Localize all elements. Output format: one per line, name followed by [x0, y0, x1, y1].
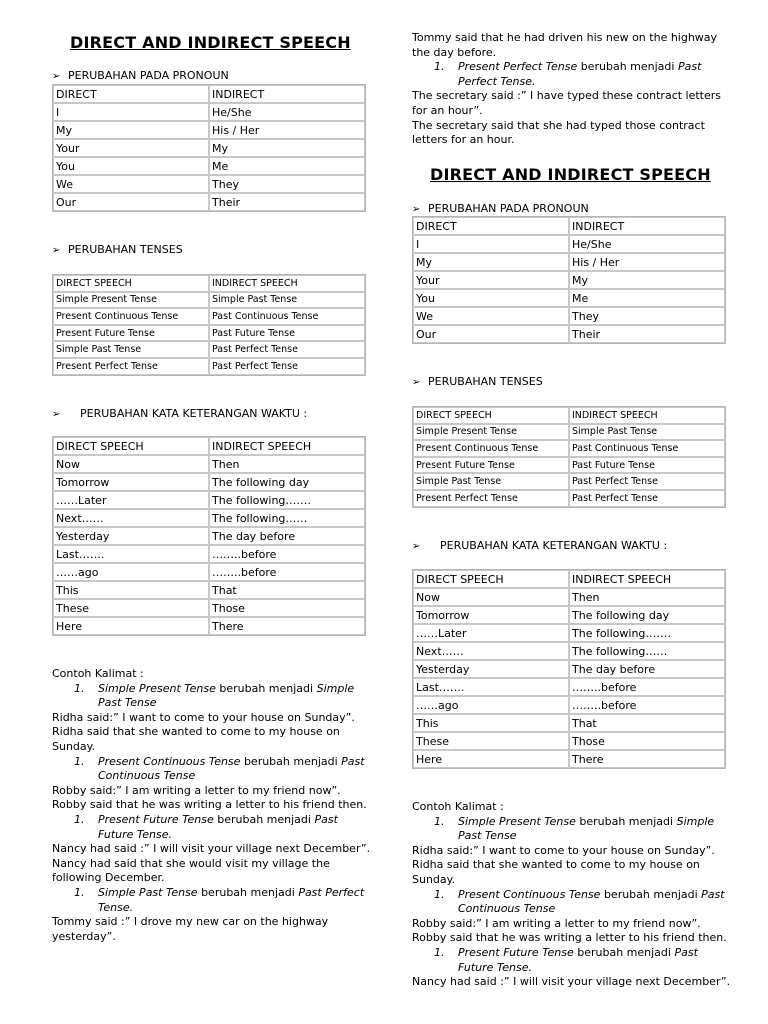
table-cell: My — [53, 121, 209, 139]
table-cell: The day before — [209, 527, 365, 545]
tense-to: Simple Past Tense — [98, 681, 355, 710]
page-title: DIRECT AND INDIRECT SPEECH — [70, 33, 351, 52]
table-cell: Past Continuous Tense — [569, 440, 725, 457]
arrow-bullet-icon: ➢ — [412, 204, 421, 215]
pronoun-heading-text: PERUBAHAN PADA PRONOUN — [68, 69, 229, 82]
time-table — [52, 436, 366, 636]
table-row — [413, 750, 725, 768]
table-row — [413, 588, 725, 606]
table-cell: Next…… — [53, 509, 209, 527]
table-cell: Simple Past Tense — [413, 473, 569, 490]
table-row — [53, 103, 365, 121]
table-row — [413, 660, 725, 678]
arrow-bullet-icon: ➢ — [412, 541, 421, 552]
table-cell: Then — [569, 588, 725, 606]
example-rule — [52, 755, 372, 784]
table-cell: Our — [413, 325, 569, 343]
table-header-row — [53, 275, 365, 292]
indirect-sentence: Nancy had said that she would visit my village the following December. — [52, 856, 330, 885]
time-heading — [52, 407, 307, 420]
table-row — [53, 545, 365, 563]
list-number: 1. — [434, 887, 445, 901]
direct-sentence: Ridha said:” I want to come to your house on Sunday”. — [52, 710, 355, 724]
table-row — [53, 121, 365, 139]
tense-to: Simple Past Tense — [458, 814, 715, 843]
table-row — [413, 307, 725, 325]
connector: berubah menjadi — [243, 754, 338, 768]
pronoun-heading — [52, 69, 229, 82]
table-cell: I — [413, 235, 569, 253]
table-cell: Present Future Tense — [53, 325, 209, 342]
table-cell: The following……. — [209, 491, 365, 509]
arrow-bullet-icon: ➢ — [52, 409, 61, 420]
table-cell: Those — [569, 732, 725, 750]
page-title-repeat: DIRECT AND INDIRECT SPEECH — [430, 165, 711, 184]
list-number: 1. — [434, 60, 445, 74]
tense-from: Present Perfect Tense — [458, 60, 578, 74]
example-rule — [412, 946, 732, 975]
example-rule-text — [458, 60, 732, 89]
header-cell: DIRECT — [53, 85, 209, 103]
tense-from: Simple Present Tense — [458, 814, 576, 828]
list-number: 1. — [74, 812, 85, 826]
list-number: 1. — [434, 945, 445, 959]
direct-sentence: Tommy said :” I drove my new car on the highway yesterday”. — [52, 915, 329, 943]
tenses-heading — [52, 243, 183, 256]
table-cell: Yesterday — [53, 527, 209, 545]
table-row — [413, 457, 725, 474]
example-rule — [52, 886, 372, 915]
table-cell: I — [53, 103, 209, 121]
table-header-row — [413, 570, 725, 588]
table-cell: The following…… — [209, 509, 365, 527]
indirect-sentence: Robby said that he was writing a letter to his friend then. — [412, 931, 727, 945]
direct-sentence: The secretary said :” I have typed these contract letters for an hour”. — [412, 89, 722, 117]
table-header-row — [53, 437, 365, 455]
indirect-sentence: Ridha said that she wanted to come to my house on Sunday. — [412, 858, 700, 886]
tense-from: Present Continuous Tense — [458, 887, 601, 901]
connector: berubah menjadi — [579, 814, 674, 828]
list-number: 1. — [74, 885, 85, 899]
table-cell: Those — [209, 599, 365, 617]
table-row — [413, 490, 725, 507]
pronoun-table — [412, 216, 726, 344]
table-cell: There — [569, 750, 725, 768]
table-cell: Their — [209, 193, 365, 211]
tense-from: Present Continuous Tense — [98, 754, 241, 768]
table-cell: Past Perfect Tense — [209, 358, 365, 375]
header-cell: INDIRECT SPEECH — [569, 570, 725, 588]
table-cell: Last……. — [413, 678, 569, 696]
table-cell: ……..before — [569, 678, 725, 696]
table-cell: Present Perfect Tense — [53, 358, 209, 375]
table-cell: Our — [53, 193, 209, 211]
examples-left — [52, 667, 372, 944]
examples-label: Contoh Kalimat : — [52, 667, 144, 680]
tense-to: Past Future Tense. — [458, 945, 698, 974]
table-row — [53, 581, 365, 599]
table-cell: The following…… — [569, 642, 725, 660]
table-row — [53, 193, 365, 211]
tenses-heading-repeat — [412, 375, 543, 388]
connector: berubah menjadi — [201, 885, 295, 899]
time-heading-repeat — [412, 539, 667, 552]
example-rule-text — [458, 888, 732, 917]
table-cell: Present Perfect Tense — [413, 490, 569, 507]
table-cell: The following……. — [569, 624, 725, 642]
table-cell: ……Later — [413, 624, 569, 642]
header-cell: DIRECT SPEECH — [53, 275, 209, 292]
table-row — [53, 491, 365, 509]
connector: berubah menjadi — [219, 681, 314, 695]
table-row — [413, 289, 725, 307]
table-row — [53, 527, 365, 545]
header-cell: INDIRECT SPEECH — [569, 407, 725, 424]
direct-sentence: Nancy had said :” I will visit your village next December”. — [412, 975, 731, 989]
header-cell: INDIRECT SPEECH — [209, 275, 365, 292]
table-cell: Your — [413, 271, 569, 289]
table-row — [53, 292, 365, 309]
table-row — [413, 325, 725, 343]
table-row — [53, 509, 365, 527]
example-rule-text — [458, 815, 732, 844]
time-heading-text: PERUBAHAN KATA KETERANGAN WAKTU : — [440, 539, 668, 552]
connector: berubah menjadi — [580, 60, 675, 74]
header-cell: INDIRECT SPEECH — [209, 437, 365, 455]
table-cell: These — [53, 599, 209, 617]
examples-continued — [412, 31, 732, 148]
arrow-bullet-icon: ➢ — [52, 71, 61, 82]
table-row — [53, 325, 365, 342]
table-header-row — [413, 407, 725, 424]
table-cell: Present Continuous Tense — [53, 308, 209, 325]
table-cell: Now — [413, 588, 569, 606]
table-cell: You — [53, 157, 209, 175]
header-cell: INDIRECT — [569, 217, 725, 235]
list-number: 1. — [434, 814, 445, 828]
tense-from: Simple Past Tense — [98, 885, 198, 899]
table-cell: Here — [53, 617, 209, 635]
table-row — [413, 271, 725, 289]
tense-from: Present Future Tense — [98, 812, 214, 826]
table-row — [53, 563, 365, 581]
connector: berubah menjadi — [603, 887, 698, 901]
tenses-table-repeat-wrap — [412, 406, 726, 508]
tenses-heading-text: PERUBAHAN TENSES — [428, 375, 543, 388]
table-row — [53, 157, 365, 175]
tenses-table-wrap — [52, 274, 366, 376]
examples-right — [412, 800, 732, 990]
pronoun-table — [52, 84, 366, 212]
table-row — [53, 455, 365, 473]
pronoun-table-wrap — [52, 84, 366, 212]
table-cell: ……ago — [413, 696, 569, 714]
example-rule-text — [458, 946, 732, 975]
table-cell: Next…… — [413, 642, 569, 660]
tense-to: Past Perfect Tense. — [458, 60, 702, 88]
indirect-sentence: The secretary said that she had typed those contract letters for an hour. — [412, 118, 705, 147]
tense-from: Present Future Tense — [458, 945, 574, 959]
table-cell: His / Her — [209, 121, 365, 139]
table-row — [413, 440, 725, 457]
example-rule — [52, 682, 372, 711]
table-cell: We — [53, 175, 209, 193]
tense-from: Simple Present Tense — [98, 681, 216, 695]
table-cell: They — [569, 307, 725, 325]
header-cell: DIRECT SPEECH — [53, 437, 209, 455]
table-cell: Tomorrow — [53, 473, 209, 491]
table-cell: Present Continuous Tense — [413, 440, 569, 457]
table-cell: That — [569, 714, 725, 732]
time-table — [412, 569, 726, 769]
table-cell: Simple Present Tense — [53, 292, 209, 309]
table-cell: Past Continuous Tense — [209, 308, 365, 325]
table-cell: ……ago — [53, 563, 209, 581]
table-cell: You — [413, 289, 569, 307]
table-row — [53, 308, 365, 325]
table-cell: His / Her — [569, 253, 725, 271]
connector: berubah menjadi — [577, 945, 671, 959]
indirect-sentence: Ridha said that she wanted to come to my house on Sunday. — [52, 725, 340, 753]
table-row — [53, 358, 365, 375]
table-cell: Your — [53, 139, 209, 157]
direct-sentence: Nancy had said :” I will visit your village next December”. — [52, 842, 371, 856]
table-header-row — [413, 217, 725, 235]
table-cell: ……..before — [209, 563, 365, 581]
table-row — [53, 175, 365, 193]
table-cell: He/She — [209, 103, 365, 121]
tenses-table — [52, 274, 366, 376]
table-cell: Simple Present Tense — [413, 424, 569, 441]
time-table-repeat-wrap — [412, 569, 726, 769]
table-cell: ……..before — [209, 545, 365, 563]
pronoun-heading-repeat — [412, 202, 589, 215]
time-table-wrap — [52, 436, 366, 636]
examples-label: Contoh Kalimat : — [412, 800, 504, 813]
table-cell: They — [209, 175, 365, 193]
table-cell: My — [569, 271, 725, 289]
example-rule — [52, 813, 372, 842]
table-cell: Me — [209, 157, 365, 175]
table-cell: The following day — [209, 473, 365, 491]
example-rule — [412, 60, 732, 89]
table-row — [53, 617, 365, 635]
table-cell: Yesterday — [413, 660, 569, 678]
table-cell: Then — [209, 455, 365, 473]
table-cell: Past Future Tense — [569, 457, 725, 474]
header-cell: DIRECT SPEECH — [413, 570, 569, 588]
table-cell: Simple Past Tense — [209, 292, 365, 309]
table-cell: Past Perfect Tense — [569, 473, 725, 490]
table-row — [413, 696, 725, 714]
table-row — [413, 624, 725, 642]
table-cell: He/She — [569, 235, 725, 253]
direct-sentence: Ridha said:” I want to come to your house on Sunday”. — [412, 843, 715, 857]
connector: berubah menjadi — [217, 812, 311, 826]
table-cell: Tomorrow — [413, 606, 569, 624]
table-cell: My — [209, 139, 365, 157]
tense-to: Past Continuous Tense — [458, 887, 725, 916]
list-number: 1. — [74, 681, 85, 695]
table-row — [413, 714, 725, 732]
table-cell: These — [413, 732, 569, 750]
table-cell: Present Future Tense — [413, 457, 569, 474]
table-cell: Me — [569, 289, 725, 307]
table-cell: Simple Past Tense — [53, 341, 209, 358]
table-cell: ……..before — [569, 696, 725, 714]
header-cell: DIRECT — [413, 217, 569, 235]
table-cell: Now — [53, 455, 209, 473]
table-row — [413, 732, 725, 750]
example-rule-text — [98, 682, 372, 711]
table-row — [53, 473, 365, 491]
table-cell: There — [209, 617, 365, 635]
table-cell: The following day — [569, 606, 725, 624]
arrow-bullet-icon: ➢ — [52, 245, 61, 256]
table-cell: Simple Past Tense — [569, 424, 725, 441]
tense-to: Past Perfect Tense. — [98, 885, 365, 914]
example-rule-text — [98, 813, 372, 842]
table-cell: Here — [413, 750, 569, 768]
table-cell: Past Perfect Tense — [209, 341, 365, 358]
table-row — [413, 606, 725, 624]
table-row — [413, 253, 725, 271]
pronoun-heading-text: PERUBAHAN PADA PRONOUN — [428, 202, 589, 215]
indirect-sentence: Tommy said that he had driven his new on the highway the day before. — [412, 31, 718, 59]
time-heading-text: PERUBAHAN KATA KETERANGAN WAKTU : — [80, 407, 308, 420]
table-cell: Their — [569, 325, 725, 343]
tense-to: Past Continuous Tense — [98, 754, 365, 783]
indirect-sentence: Robby said that he was writing a letter to his friend then. — [52, 798, 367, 812]
table-row — [53, 139, 365, 157]
tense-to: Past Future Tense. — [98, 812, 338, 841]
table-cell: The day before — [569, 660, 725, 678]
list-number: 1. — [74, 754, 85, 768]
example-rule-text — [98, 886, 372, 915]
table-header-row — [53, 85, 365, 103]
direct-sentence: Robby said:” I am writing a letter to my friend now”. — [412, 916, 701, 930]
table-row — [53, 341, 365, 358]
header-cell: DIRECT SPEECH — [413, 407, 569, 424]
example-rule — [412, 815, 732, 844]
table-cell: ……Later — [53, 491, 209, 509]
table-row — [413, 235, 725, 253]
table-cell: This — [53, 581, 209, 599]
table-cell: We — [413, 307, 569, 325]
table-row — [413, 678, 725, 696]
header-cell: INDIRECT — [209, 85, 365, 103]
pronoun-table-repeat-wrap — [412, 216, 726, 344]
tenses-table — [412, 406, 726, 508]
table-row — [53, 599, 365, 617]
table-row — [413, 642, 725, 660]
table-cell: That — [209, 581, 365, 599]
table-cell: Last……. — [53, 545, 209, 563]
table-cell: This — [413, 714, 569, 732]
table-cell: Past Perfect Tense — [569, 490, 725, 507]
example-rule-text — [98, 755, 372, 784]
table-cell: Past Future Tense — [209, 325, 365, 342]
example-rule — [412, 888, 732, 917]
table-cell: My — [413, 253, 569, 271]
tenses-heading-text: PERUBAHAN TENSES — [68, 243, 183, 256]
arrow-bullet-icon: ➢ — [412, 377, 421, 388]
table-row — [413, 473, 725, 490]
table-row — [413, 424, 725, 441]
direct-sentence: Robby said:” I am writing a letter to my friend now”. — [52, 783, 341, 797]
